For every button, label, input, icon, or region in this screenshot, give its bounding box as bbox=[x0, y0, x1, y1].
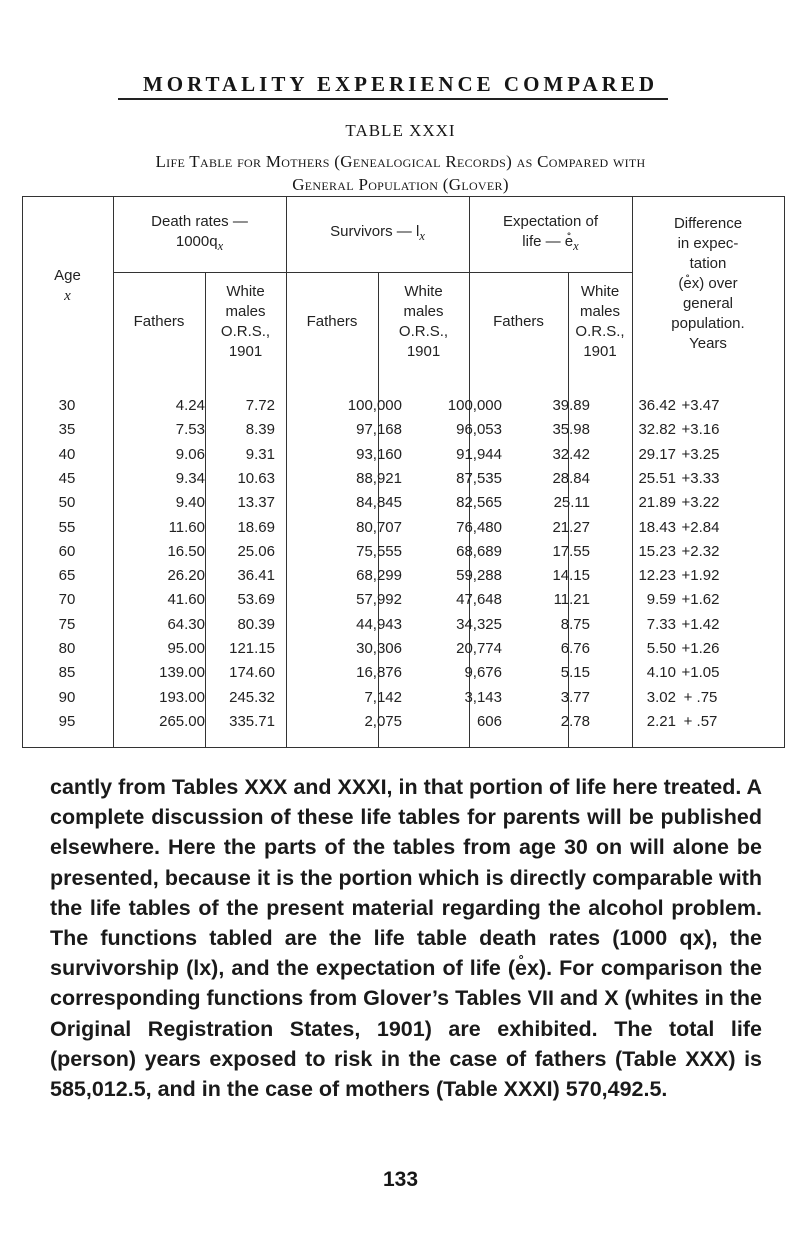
age-cell: 40 bbox=[58, 445, 76, 463]
white-males-expectation-cell: 18.43 bbox=[638, 518, 676, 536]
subheader-fathers-survivors-label: Fathers bbox=[306, 313, 358, 330]
difference-cell: +2.32 bbox=[681, 542, 720, 560]
fathers-death-rate-cell: 9.06 bbox=[175, 445, 205, 463]
age-cell: 85 bbox=[58, 664, 76, 682]
white-males-expectation-cell: 25.51 bbox=[638, 469, 676, 487]
table-label: TABLE XXXI bbox=[345, 121, 456, 140]
subheader-fathers-survivors bbox=[286, 272, 378, 372]
fathers-expectation-cell: 14.15 bbox=[552, 567, 590, 585]
head-rule bbox=[118, 98, 668, 100]
header-survivors bbox=[286, 196, 469, 272]
white-males-survivors-cell: 47,648 bbox=[456, 591, 502, 609]
fathers-survivors-cell: 88,921 bbox=[356, 469, 402, 487]
fathers-expectation-cell: 5.15 bbox=[560, 664, 590, 682]
difference-cell: +1.42 bbox=[681, 615, 720, 633]
fathers-death-rate-cell: 4.24 bbox=[175, 397, 205, 414]
header-difference-label: Difference in expec- tation (e̊x) over general population. Years bbox=[671, 215, 745, 352]
difference-cell: +3.22 bbox=[681, 494, 720, 512]
fathers-expectation-cell: 35.98 bbox=[552, 421, 590, 439]
table-row bbox=[22, 395, 785, 417]
fathers-expectation-cell: 39.89 bbox=[552, 397, 590, 414]
fathers-survivors-cell: 7,142 bbox=[364, 688, 402, 706]
white-males-death-rate-cell: 13.37 bbox=[237, 494, 275, 512]
fathers-death-rate-cell: 9.40 bbox=[175, 494, 205, 512]
white-males-death-rate-cell: 18.69 bbox=[237, 518, 275, 536]
header-age-label: Age bbox=[54, 267, 81, 284]
white-males-expectation-cell: 2.21 bbox=[646, 712, 676, 730]
header-death-rates bbox=[113, 196, 286, 272]
fathers-survivors-cell: 16,876 bbox=[356, 664, 402, 682]
white-males-survivors-cell: 87,535 bbox=[456, 469, 502, 487]
life-table bbox=[22, 210, 785, 748]
difference-cell: +1.92 bbox=[681, 567, 720, 585]
white-males-survivors-cell: 76,480 bbox=[456, 518, 502, 536]
table-row bbox=[22, 638, 785, 660]
header-expectation-label: Expectation of life — e̊ bbox=[502, 213, 599, 250]
fathers-expectation-cell: 8.75 bbox=[560, 615, 590, 633]
fathers-death-rate-cell: 41.60 bbox=[167, 591, 205, 609]
age-cell: 75 bbox=[58, 615, 76, 633]
fathers-death-rate-cell: 95.00 bbox=[167, 640, 205, 657]
white-males-survivors-cell: 100,000 bbox=[447, 397, 502, 414]
white-males-death-rate-cell: 10.63 bbox=[237, 469, 275, 487]
fathers-expectation-cell: 25.11 bbox=[553, 494, 590, 512]
age-cell: 95 bbox=[58, 712, 76, 730]
fathers-survivors-cell: 93,160 bbox=[356, 445, 402, 463]
fathers-survivors-cell: 44,943 bbox=[356, 615, 402, 633]
white-males-survivors-cell: 82,565 bbox=[456, 494, 502, 512]
subheader-fathers-death bbox=[113, 272, 205, 372]
age-cell: 55 bbox=[58, 518, 76, 536]
age-cell: 45 bbox=[58, 469, 76, 487]
table-row bbox=[22, 541, 785, 563]
fathers-expectation-cell: 3.77 bbox=[560, 688, 590, 706]
difference-cell: +1.26 bbox=[681, 640, 720, 657]
header-age bbox=[22, 196, 113, 376]
header-difference bbox=[632, 196, 784, 372]
subheader-fathers-death-label: Fathers bbox=[133, 313, 185, 330]
fathers-death-rate-cell: 193.00 bbox=[159, 688, 205, 706]
fathers-death-rate-cell: 9.34 bbox=[175, 469, 205, 487]
difference-cell: +3.16 bbox=[681, 421, 720, 439]
table-title bbox=[0, 150, 801, 196]
fathers-expectation-cell: 32.42 bbox=[552, 445, 590, 463]
age-cell: 80 bbox=[58, 640, 76, 657]
table-title-line2: General Population (Glover) bbox=[292, 175, 509, 194]
table-row bbox=[22, 444, 785, 466]
fathers-survivors-cell: 80,707 bbox=[356, 518, 402, 536]
white-males-survivors-cell: 68,689 bbox=[456, 542, 502, 560]
age-cell: 65 bbox=[58, 567, 76, 585]
fathers-expectation-cell: 6.76 bbox=[560, 640, 590, 657]
body-paragraph: cantly from Tables XXX and XXXI, in that portion of life here treated. A complete discussion of these life tables for parents will be published elsewhere. Here the parts of the tables from age 30 on will alone be presented, because it is the portion which is directly comparable with the life tables of the present material regarding the alcohol problem. The functions tabled are the life table death rates (1000 qx), the survivorship (lx), and the expectation of life (e̊x). For comparison the corresponding functions from Glover’s Tables VII and X (whites in the Original Registration States, 1901) are exhibited. The total life (person) years exposed to risk in the case of fathers (Table XXX) is 585,012.5, and in the case of mothers (Table XXXI) 570,492.5. bbox=[50, 775, 763, 1102]
difference-cell: +1.62 bbox=[681, 591, 720, 609]
subheader-fathers-expectation bbox=[469, 272, 568, 372]
white-males-death-rate-cell: 36.41 bbox=[237, 567, 275, 585]
subheader-white-males-survivors-label: White males O.R.S., 1901 bbox=[398, 283, 449, 360]
fathers-death-rate-cell: 139.00 bbox=[159, 664, 205, 682]
table-row bbox=[22, 687, 785, 709]
fathers-survivors-cell: 75,555 bbox=[356, 542, 402, 560]
fathers-expectation-cell: 2.78 bbox=[560, 712, 590, 730]
table-title-line1: Life Table for Mothers (Genealogical Records) as Compared with bbox=[155, 152, 646, 171]
subheader-white-males-death-label: White males O.R.S., 1901 bbox=[220, 283, 271, 360]
fathers-survivors-cell: 100,000 bbox=[347, 397, 402, 414]
fathers-death-rate-cell: 26.20 bbox=[167, 567, 205, 585]
running-head: MORTALITY EXPERIENCE COMPARED bbox=[142, 72, 659, 96]
white-males-expectation-cell: 29.17 bbox=[638, 445, 676, 463]
white-males-death-rate-cell: 121.15 bbox=[229, 640, 275, 657]
fathers-death-rate-cell: 11.60 bbox=[168, 518, 205, 536]
age-cell: 35 bbox=[58, 421, 76, 439]
white-males-death-rate-cell: 25.06 bbox=[237, 542, 275, 560]
header-death-rates-sub: x bbox=[217, 239, 224, 253]
fathers-survivors-cell: 2,075 bbox=[364, 712, 402, 730]
age-cell: 90 bbox=[58, 688, 76, 706]
page-number: 133 bbox=[382, 1168, 419, 1191]
difference-cell: +3.47 bbox=[681, 397, 720, 414]
header-expectation bbox=[469, 196, 632, 272]
subheader-white-males-survivors bbox=[378, 272, 469, 372]
white-males-survivors-cell: 3,143 bbox=[464, 688, 502, 706]
white-males-survivors-cell: 9,676 bbox=[464, 664, 502, 682]
white-males-death-rate-cell: 9.31 bbox=[245, 445, 275, 463]
white-males-death-rate-cell: 80.39 bbox=[237, 615, 275, 633]
fathers-death-rate-cell: 64.30 bbox=[167, 615, 205, 633]
white-males-death-rate-cell: 245.32 bbox=[229, 688, 275, 706]
fathers-survivors-cell: 97,168 bbox=[356, 421, 402, 439]
table-row bbox=[22, 517, 785, 539]
white-males-expectation-cell: 32.82 bbox=[638, 421, 676, 439]
difference-cell: +2.84 bbox=[681, 518, 720, 536]
subheader-white-males-expectation-label: White males O.R.S., 1901 bbox=[575, 283, 625, 360]
fathers-death-rate-cell: 265.00 bbox=[159, 712, 205, 730]
header-survivors-label: Survivors — l bbox=[330, 223, 420, 240]
difference-cell: +3.25 bbox=[681, 445, 720, 463]
fathers-death-rate-cell: 16.50 bbox=[167, 542, 205, 560]
age-cell: 70 bbox=[58, 591, 76, 609]
fathers-expectation-cell: 21.27 bbox=[552, 518, 590, 536]
table-row bbox=[22, 468, 785, 490]
white-males-death-rate-cell: 7.72 bbox=[245, 397, 275, 414]
fathers-survivors-cell: 30,306 bbox=[356, 640, 402, 657]
fathers-expectation-cell: 28.84 bbox=[552, 469, 590, 487]
white-males-survivors-cell: 96,053 bbox=[456, 421, 502, 439]
table-bottom-rule bbox=[22, 747, 784, 748]
table-row bbox=[22, 711, 785, 733]
fathers-survivors-cell: 57,992 bbox=[356, 591, 402, 609]
white-males-expectation-cell: 36.42 bbox=[638, 397, 676, 414]
fathers-expectation-cell: 11.21 bbox=[553, 591, 590, 609]
white-males-expectation-cell: 4.10 bbox=[646, 664, 676, 682]
white-males-expectation-cell: 7.33 bbox=[646, 615, 676, 633]
subheader-white-males-expectation bbox=[568, 272, 632, 372]
header-death-rates-label: Death rates — 1000q bbox=[151, 213, 248, 250]
white-males-survivors-cell: 59,288 bbox=[456, 567, 502, 585]
table-row bbox=[22, 419, 785, 441]
age-cell: 50 bbox=[58, 494, 76, 512]
difference-cell: + .75 bbox=[683, 688, 718, 706]
white-males-expectation-cell: 9.59 bbox=[646, 591, 676, 609]
fathers-survivors-cell: 68,299 bbox=[356, 567, 402, 585]
difference-cell: +3.33 bbox=[681, 469, 720, 487]
table-row bbox=[22, 492, 785, 514]
age-cell: 30 bbox=[58, 397, 76, 414]
white-males-survivors-cell: 20,774 bbox=[456, 640, 502, 657]
table-row bbox=[22, 662, 785, 684]
header-age-symbol: x bbox=[64, 288, 71, 304]
white-males-expectation-cell: 15.23 bbox=[638, 542, 676, 560]
fathers-survivors-cell: 84,845 bbox=[356, 494, 402, 512]
fathers-expectation-cell: 17.55 bbox=[552, 542, 590, 560]
table-row bbox=[22, 589, 785, 611]
table-row bbox=[22, 614, 785, 636]
white-males-survivors-cell: 34,325 bbox=[456, 615, 502, 633]
white-males-expectation-cell: 5.50 bbox=[646, 640, 676, 657]
white-males-expectation-cell: 21.89 bbox=[638, 494, 676, 512]
header-survivors-sub: x bbox=[419, 229, 425, 243]
white-males-survivors-cell: 606 bbox=[476, 712, 502, 730]
white-males-death-rate-cell: 335.71 bbox=[229, 712, 275, 730]
fathers-death-rate-cell: 7.53 bbox=[175, 421, 205, 439]
header-expectation-sub: x bbox=[573, 239, 579, 253]
white-males-death-rate-cell: 53.69 bbox=[237, 591, 275, 609]
subheader-white-males-death bbox=[205, 272, 286, 372]
white-males-expectation-cell: 3.02 bbox=[646, 688, 676, 706]
white-males-death-rate-cell: 8.39 bbox=[245, 421, 275, 439]
white-males-expectation-cell: 12.23 bbox=[638, 567, 676, 585]
subheader-fathers-expectation-label: Fathers bbox=[493, 313, 544, 330]
difference-cell: +1.05 bbox=[681, 664, 720, 682]
difference-cell: + .57 bbox=[683, 712, 718, 730]
age-cell: 60 bbox=[58, 542, 76, 560]
white-males-death-rate-cell: 174.60 bbox=[229, 664, 275, 682]
white-males-survivors-cell: 91,944 bbox=[456, 445, 502, 463]
table-row bbox=[22, 565, 785, 587]
